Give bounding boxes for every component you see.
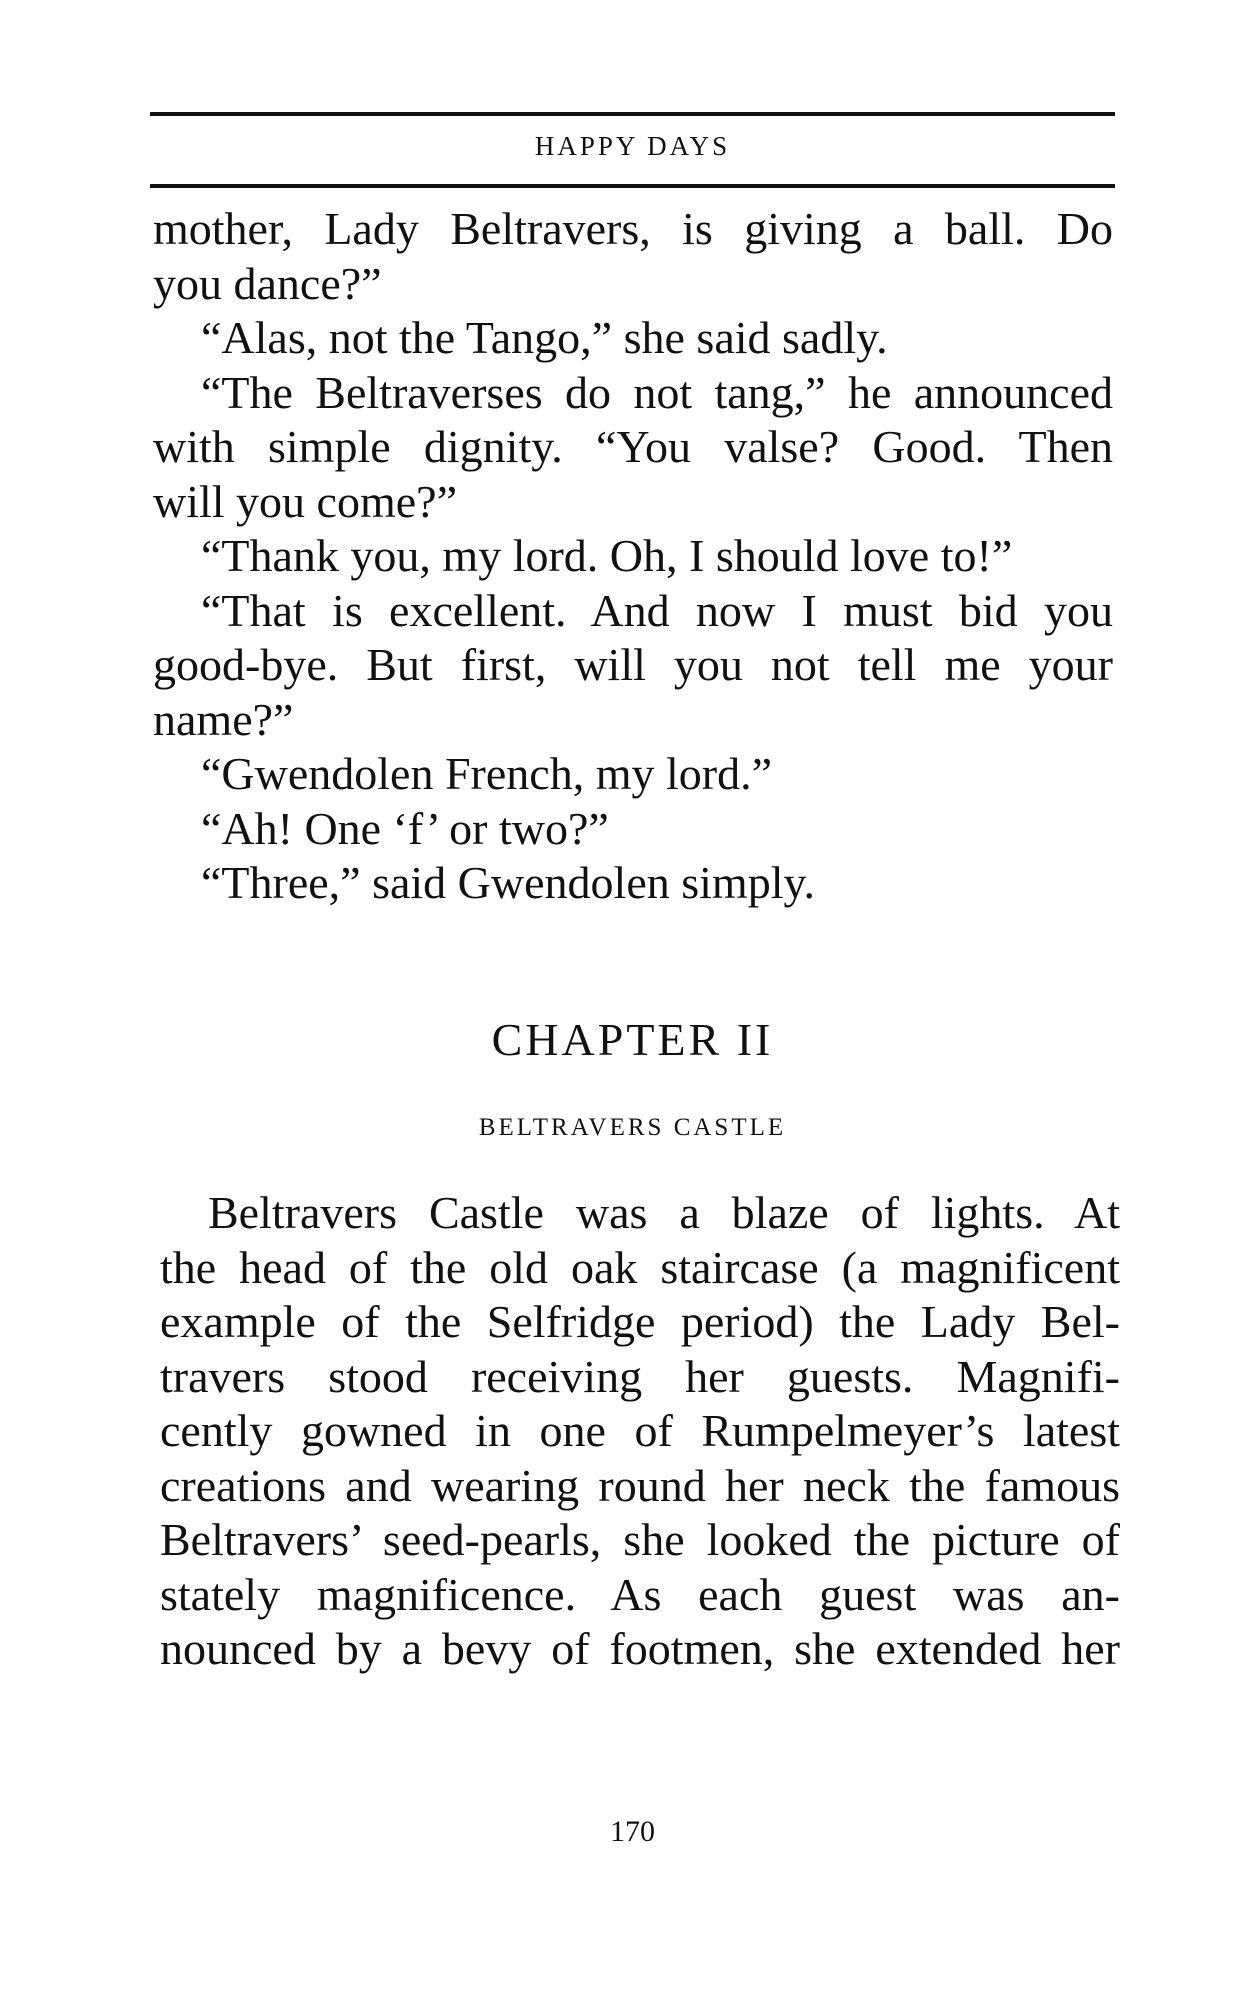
text-line: name?” (153, 693, 294, 745)
text-line: “Alas, not the Tango,” she said sadly. (201, 312, 888, 363)
text-line: good-bye. But first, will you not tell me your (153, 639, 1113, 690)
text-line: stately magnificence. As each guest was an- (160, 1568, 1120, 1620)
page-number: 170 (610, 1815, 655, 1848)
text-line: you dance?” (153, 257, 382, 309)
text-line: cently gowned in one of Rumpelmeyer’s latest (160, 1405, 1120, 1456)
text-line: will you come?” (153, 475, 458, 527)
text-line: the head of the old oak staircase (a magnificent (160, 1241, 1120, 1293)
body-text-section-2 (160, 1186, 1120, 1677)
text-line: “That is excellent. And now I must bid you (201, 584, 1113, 636)
text-line: nounced by a bevy of footmen, she extended her (160, 1623, 1120, 1674)
running-head: HAPPY DAYS (534, 131, 731, 161)
text-line: “Gwendolen French, my lord.” (201, 748, 773, 799)
text-line: example of the Selfridge period) the Lady Bel- (160, 1296, 1120, 1347)
text-line: “The Beltraverses do not tang,” he announced (201, 366, 1113, 418)
text-line: creations and wearing round her neck the famous (160, 1459, 1120, 1511)
text-line: with simple dignity. “You valse? Good. Then (153, 421, 1113, 472)
header-rule-bottom (150, 184, 1115, 188)
body-text-section-1 (153, 202, 1113, 911)
header-rule-top (150, 112, 1115, 116)
chapter-subtitle: BELTRAVERS CASTLE (478, 1114, 787, 1141)
text-line: “Three,” said Gwendolen simply. (201, 857, 815, 908)
text-line: Beltravers Castle was a blaze of lights. At (208, 1187, 1120, 1238)
text-line: “Thank you, my lord. Oh, I should love to!” (201, 530, 1013, 581)
chapter-title: CHAPTER II (491, 1014, 774, 1065)
text-line: mother, Lady Beltravers, is giving a ball. Do (153, 203, 1113, 254)
text-line: Beltravers’ seed-pearls, she looked the picture of (160, 1514, 1120, 1565)
text-line: travers stood receiving her guests. Magnifi- (160, 1350, 1120, 1402)
text-line: “Ah! One ‘f’ or two?” (201, 802, 609, 854)
